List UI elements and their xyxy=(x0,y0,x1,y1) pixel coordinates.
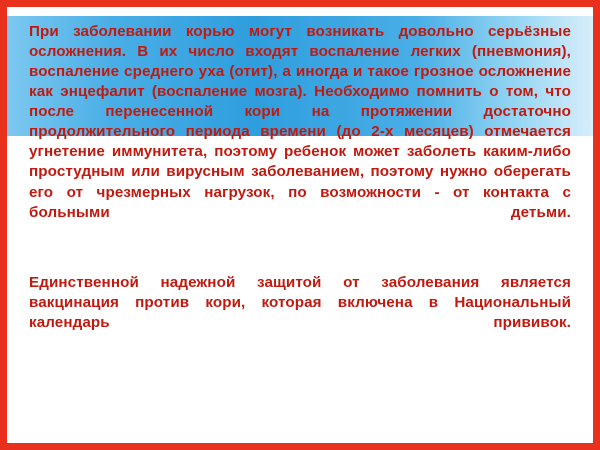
frame-border-right xyxy=(593,0,600,450)
frame-border-left xyxy=(0,0,7,450)
paragraph-vaccination: Единственной надежной защитой от заболевания является вакцинация против кори, которая включена в Национальный календарь прививок. xyxy=(29,273,571,331)
slide-content xyxy=(7,0,593,450)
paragraph-complications: При заболевании корью могут возникать довольно серьёзные осложнения. В их число входят воспаление легких (пневмония), воспаление среднего уха (отит), а иногда и такое грозное осложнение как энцефалит (воспаление мозга). Необходимо помнить о том, что после перенесенной кори на протяжении достаточно продолжительного периода времени (до 2-х месяцев) отмечается угнетение иммунитета, поэтому ребенок может заболеть каким-либо простудным или вирусным заболеванием, поэтому нужно оберегать его от чрезмерных нагрузок, по возможности - от контакта с больными детьми. xyxy=(29,23,571,221)
